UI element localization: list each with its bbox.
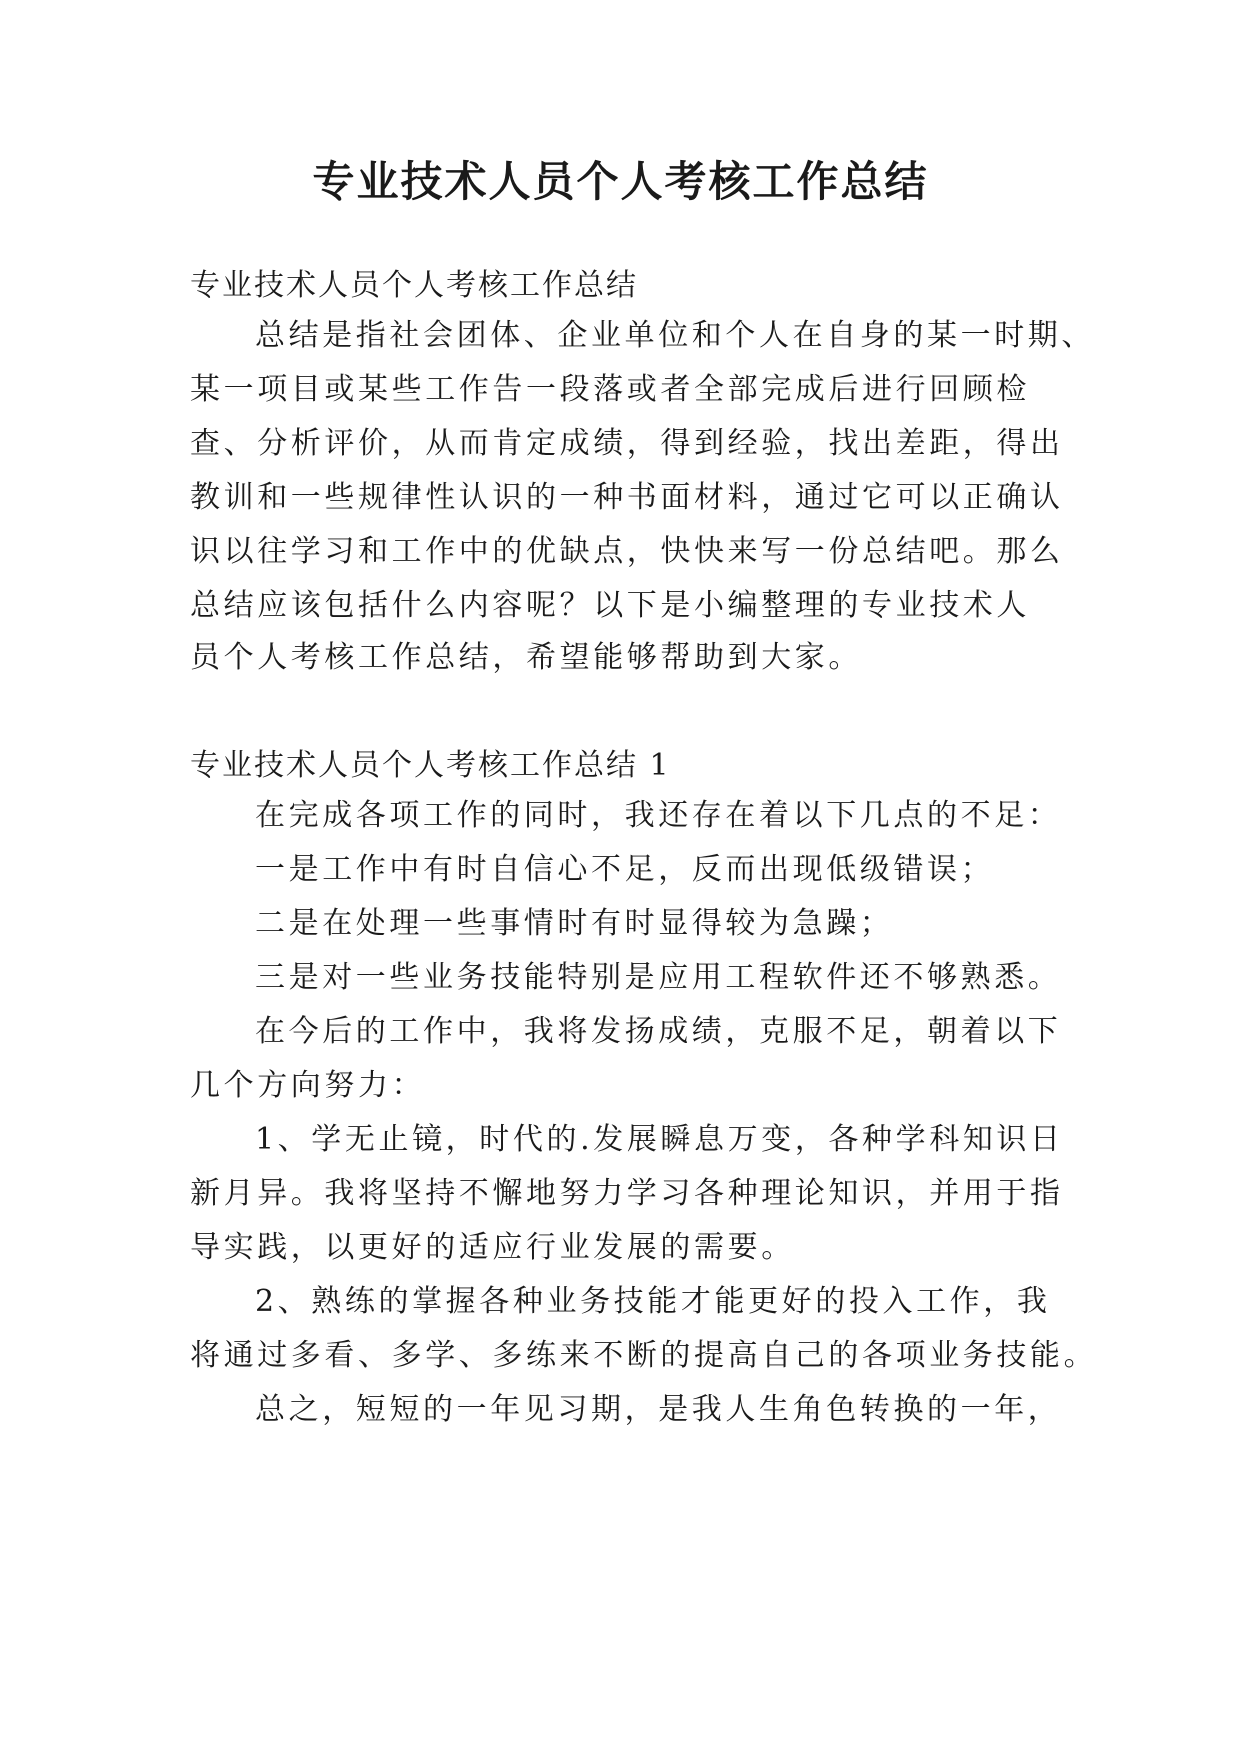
paragraph-line: 总结是指社会团体、企业单位和个人在自身的某一时期、 [255, 318, 1095, 353]
paragraph-line: 在完成各项工作的同时，我还存在着以下几点的不足： [255, 798, 1062, 833]
paragraph-line: 员个人考核工作总结，希望能够帮助到大家。 [190, 640, 862, 675]
paragraph-line: 在今后的工作中，我将发扬成绩，克服不足，朝着以下 [255, 1014, 1062, 1049]
paragraph-line: 教训和一些规律性认识的一种书面材料，通过它可以正确认 [190, 480, 1064, 515]
paragraph-line: 查、分析评价，从而肯定成绩，得到经验，找出差距，得出 [190, 426, 1064, 461]
paragraph-line: 识以往学习和工作中的优缺点，快快来写一份总结吧。那么 [190, 534, 1064, 569]
paragraph-line: 总之，短短的一年见习期，是我人生角色转换的一年， [255, 1392, 1062, 1427]
paragraph-line: 导实践，以更好的适应行业发展的需要。 [190, 1230, 795, 1265]
paragraph-line: 将通过多看、多学、多练来不断的提高自己的各项业务技能。 [190, 1338, 1098, 1373]
paragraph-line: 某一项目或某些工作告一段落或者全部完成后进行回顾检 [190, 372, 1030, 407]
paragraph-line: 新月异。我将坚持不懈地努力学习各种理论知识，并用于指 [190, 1176, 1064, 1211]
document-title: 专业技术人员个人考核工作总结 [312, 157, 929, 206]
section-heading: 专业技术人员个人考核工作总结 [190, 268, 638, 303]
section-heading: 专业技术人员个人考核工作总结 1 [190, 748, 671, 783]
paragraph-line: 总结应该包括什么内容呢？以下是小编整理的专业技术人 [190, 588, 1030, 623]
paragraph-line: 1、学无止镜，时代的.发展瞬息万变，各种学科知识日 [255, 1122, 1064, 1157]
paragraph-line: 三是对一些业务技能特别是应用工程软件还不够熟悉。 [255, 960, 1062, 995]
paragraph-line: 几个方向努力： [190, 1068, 426, 1103]
paragraph-line: 2、熟练的掌握各种业务技能才能更好的投入工作，我 [255, 1284, 1051, 1319]
paragraph-line: 二是在处理一些事情时有时显得较为急躁； [255, 906, 894, 941]
paragraph-line: 一是工作中有时自信心不足，反而出现低级错误； [255, 852, 995, 887]
